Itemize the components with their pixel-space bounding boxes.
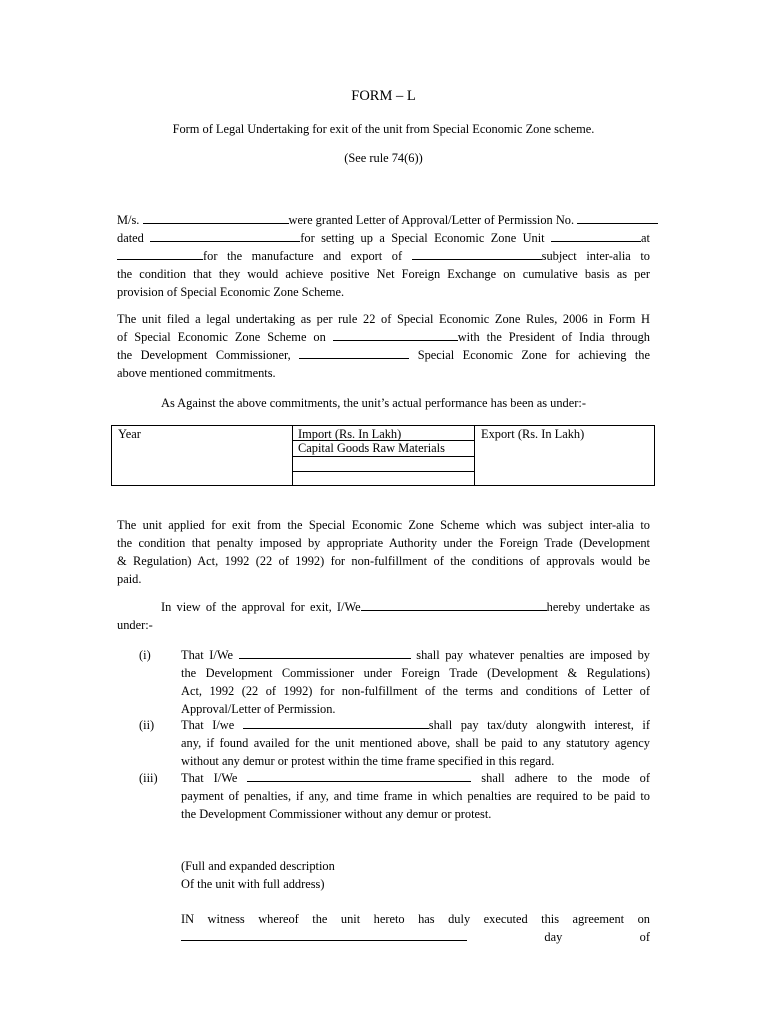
para1-line4: the condition that they would achieve positive Net Foreign Exchange on cumulative basis as per xyxy=(117,267,650,281)
item-text: the Development Commissioner without any demur or protest. xyxy=(181,807,492,821)
exit-paragraph xyxy=(117,516,650,588)
form-subtitle: Form of Legal Undertaking for exit of the unit from Special Economic Zone scheme. xyxy=(172,122,595,136)
para2-line3a: the Development Commissioner, xyxy=(117,348,291,362)
performance-intro xyxy=(117,394,650,412)
item-text: shall adhere to the mode of xyxy=(481,771,650,785)
item-text: without any demur or protest within the time frame specified in this regard. xyxy=(181,754,555,768)
unit-name-blank[interactable] xyxy=(143,211,289,224)
performance-table xyxy=(111,425,655,486)
para1-line5: provision of Special Economic Zone Scheme. xyxy=(117,285,345,299)
item-text: shall pay whatever penalties are imposed by xyxy=(416,648,650,662)
item1-name-blank[interactable] xyxy=(239,646,411,659)
para4-line4: paid. xyxy=(117,572,142,586)
capital-goods-header: Capital Goods Raw Materials xyxy=(298,441,445,455)
item-text: That I/we xyxy=(181,718,235,732)
item-text: That I/We xyxy=(181,648,234,662)
witness-clause xyxy=(181,910,650,946)
para5-c: under:- xyxy=(117,618,153,632)
para2-line2a: of Special Economic Zone Scheme on xyxy=(117,330,326,344)
para2-line3b: Special Economic Zone for achieving the xyxy=(417,348,650,362)
item-text: That I/We xyxy=(181,771,238,785)
item-number: (ii) xyxy=(139,718,155,732)
unit-location-blank[interactable] xyxy=(551,229,641,242)
item-text: Approval/Letter of Permission. xyxy=(181,702,336,716)
rule-reference: (See rule 74(6)) xyxy=(344,151,423,165)
approval-paragraph xyxy=(117,211,650,301)
export-column xyxy=(475,426,655,485)
dated-label: dated xyxy=(117,231,144,245)
para5-b: hereby undertake as xyxy=(546,600,650,614)
table-divider xyxy=(292,456,474,457)
para4-line2: the condition that penalty imposed by appropriate Authority under the Foreign Trade (Development xyxy=(117,536,650,550)
description-line2: Of the unit with full address) xyxy=(181,877,325,891)
setting-text: for setting up a Special Economic Zone Unit xyxy=(300,231,545,245)
item2-name-blank[interactable] xyxy=(243,716,429,729)
year-header: Year xyxy=(118,427,141,441)
inter-alia-text: inter-alia xyxy=(586,249,631,263)
import-column xyxy=(292,426,475,485)
undertaker-name-blank[interactable] xyxy=(361,598,547,611)
witness-date-blank[interactable] xyxy=(181,928,467,941)
item-number: (i) xyxy=(139,648,151,662)
item-text: Act, 1992 (22 of 1992) for non-fulfillment of the terms and conditions of Letter of xyxy=(181,684,650,698)
item-text: payment of penalties, if any, and time frame in which penalties are required to be paid to xyxy=(181,789,650,803)
year-column xyxy=(112,426,293,485)
item3-name-blank[interactable] xyxy=(247,769,471,782)
witness-of: of xyxy=(639,930,650,944)
description-line1: (Full and expanded description xyxy=(181,859,335,873)
unit-description-note xyxy=(181,857,335,893)
at-text: at xyxy=(641,231,650,245)
item-text: shall pay tax/duty alongwith interest, if xyxy=(428,718,650,732)
date-blank[interactable] xyxy=(150,229,300,242)
permission-no-blank[interactable] xyxy=(577,211,658,224)
witness-day: day xyxy=(544,930,563,944)
scheme-date-blank[interactable] xyxy=(333,328,458,341)
table-divider xyxy=(292,471,474,472)
para2-line2b: with the President of India through xyxy=(457,330,650,344)
para3-text: As Against the above commitments, the unit’s actual performance has been as under:- xyxy=(161,396,586,410)
para2-line4: above mentioned commitments. xyxy=(117,366,276,380)
item-text: any, if found availed for the unit mentioned above, shall be paid to any statutory agency xyxy=(181,736,650,750)
subject-text: subject xyxy=(541,249,577,263)
export-header: Export (Rs. In Lakh) xyxy=(481,427,585,441)
para4-line1: The unit applied for exit from the Special Economic Zone Scheme which was subject inter-alia to xyxy=(117,518,650,532)
manufacture-text: for the manufacture and export of xyxy=(203,249,403,263)
item-text: the Development Commissioner under Foreign Trade (Development & Regulations) xyxy=(181,666,650,680)
form-title: FORM – L xyxy=(351,88,416,104)
location-blank[interactable] xyxy=(117,247,203,260)
granted-text: were granted Letter of Approval/Letter of Permission No. xyxy=(288,213,575,227)
to-text: to xyxy=(640,249,650,263)
para5-a: In view of the approval for exit, I/We xyxy=(161,600,361,614)
para4-line3: & Regulation) Act, 1992 (22 of 1992) for non-fulfillment of the conditions of approvals would be xyxy=(117,554,650,568)
undertaking-paragraph xyxy=(117,310,650,382)
products-blank[interactable] xyxy=(412,247,542,260)
zone-name-blank[interactable] xyxy=(299,346,409,359)
import-header: Import (Rs. In Lakh) xyxy=(298,427,402,441)
item-number: (iii) xyxy=(139,771,158,785)
witness-line1: IN witness whereof the unit hereto has duly executed this agreement on xyxy=(181,912,650,926)
undertake-paragraph xyxy=(117,598,650,634)
para2-line1: The unit filed a legal undertaking as per rule 22 of Special Economic Zone Rules, 2006 in Form H xyxy=(117,312,650,326)
ms-label: M/s. xyxy=(117,213,140,227)
